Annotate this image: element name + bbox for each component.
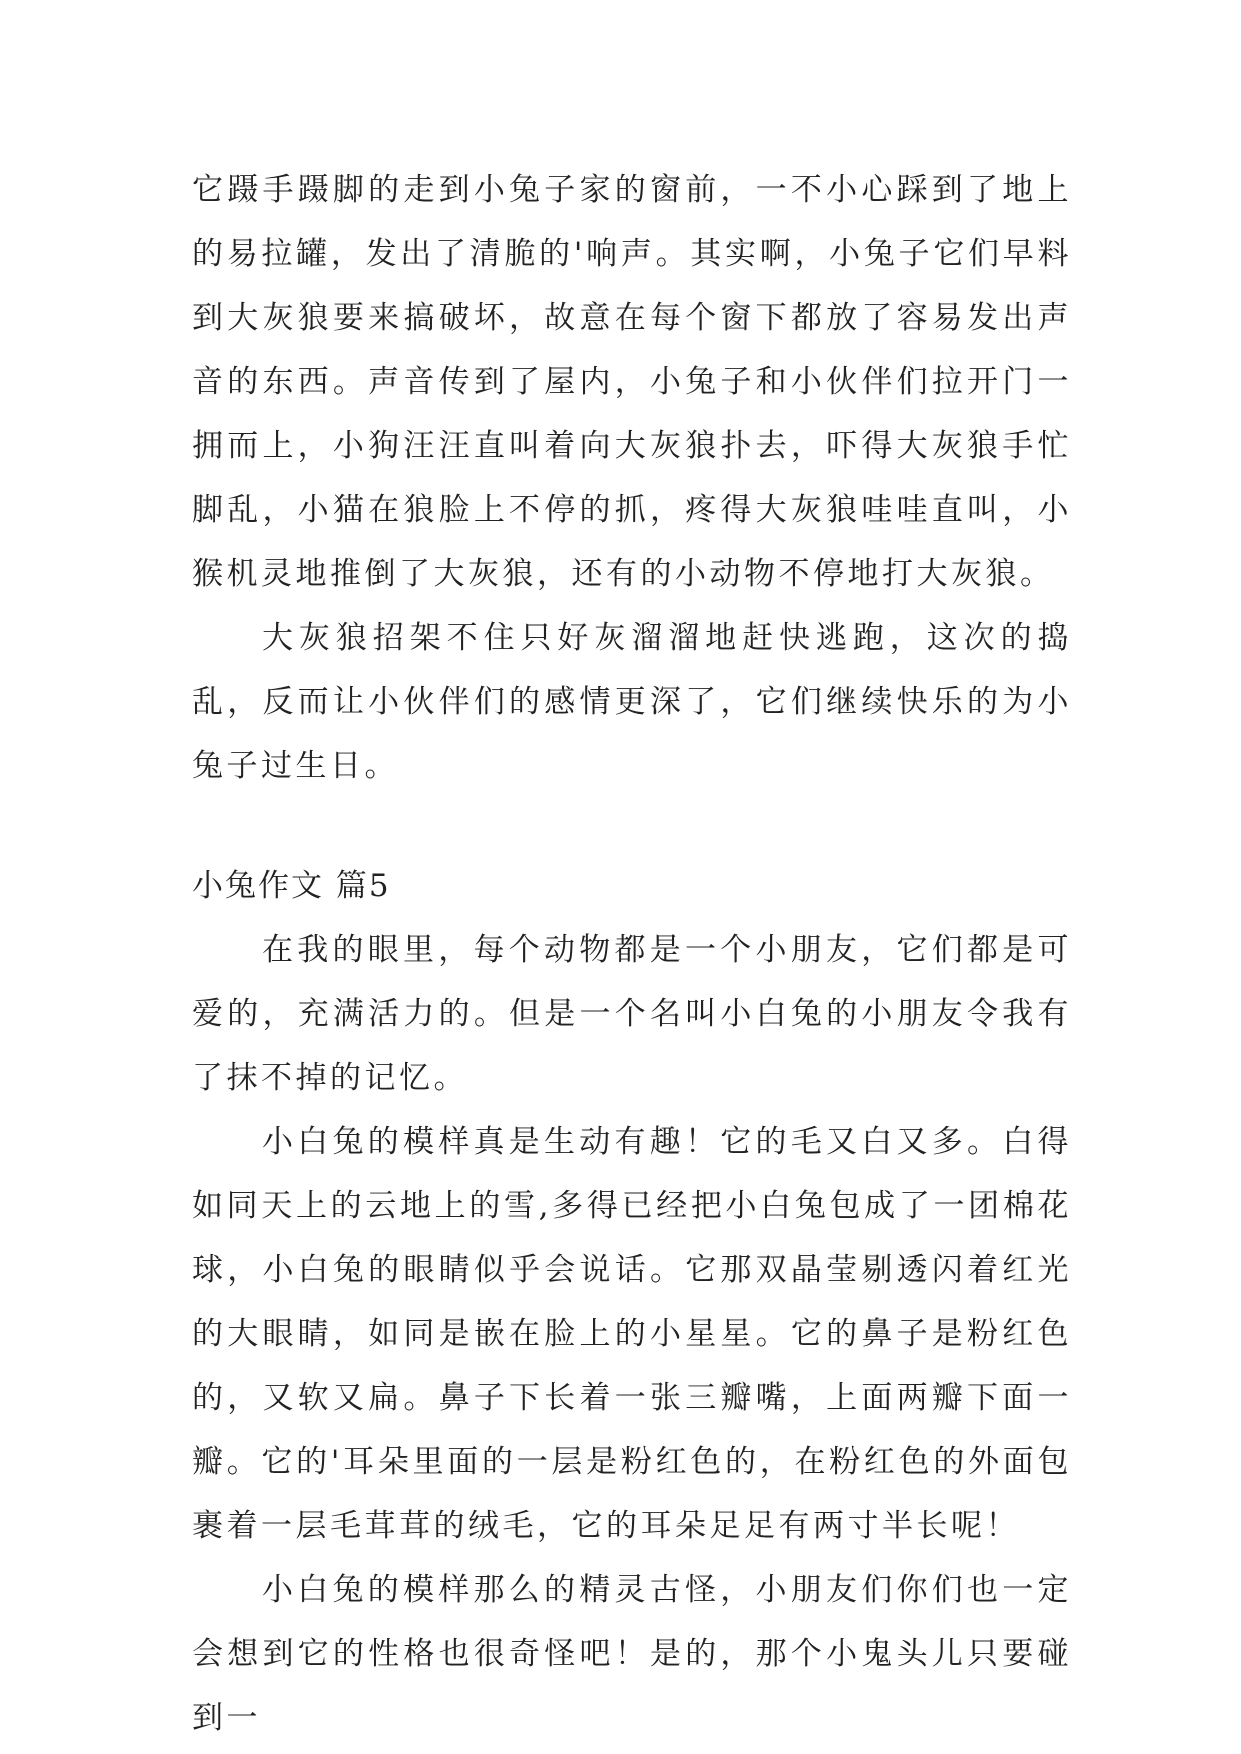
article-body <box>192 158 1072 1750</box>
paragraph-personality: 小白兔的模样那么的精灵古怪，小朋友们你们也一定会想到它的性格也很奇怪吧！是的，那个小鬼头儿只要碰到一 <box>192 1572 1072 1736</box>
section-heading: 小兔作文 篇5 <box>192 868 391 904</box>
paragraph-appearance: 小白兔的模样真是生动有趣！它的毛又白又多。白得如同天上的云地上的雪,多得已经把小白兔包成了一团棉花球，小白兔的眼睛似乎会说话。它那双晶莹剔透闪着红光的大眼睛，如同是嵌在脸上的小星星。它的鼻子是粉红色的，又软又扁。鼻子下长着一张三瓣嘴，上面两瓣下面一瓣。它的'耳朵里面的一层是粉红色的，在粉红色的外面包裹着一层毛茸茸的绒毛，它的耳朵足足有两寸半长呢！ <box>192 1124 1072 1544</box>
paragraph-wolf-attack: 它蹑手蹑脚的走到小兔子家的窗前，一不小心踩到了地上的易拉罐，发出了清脆的'响声。其实啊，小兔子它们早料到大灰狼要来搞破坏，故意在每个窗下都放了容易发出声音的东西。声音传到了屋内，小兔子和小伙伴们拉开门一拥而上，小狗汪汪直叫着向大灰狼扑去，吓得大灰狼手忙脚乱，小猫在狼脸上不停的抓，疼得大灰狼哇哇直叫，小猴机灵地推倒了大灰狼，还有的小动物不停地打大灰狼。 <box>192 172 1072 592</box>
paragraph-intro: 在我的眼里，每个动物都是一个小朋友，它们都是可爱的，充满活力的。但是一个名叫小白兔的小朋友令我有了抹不掉的记忆。 <box>192 932 1072 1096</box>
paragraph-wolf-escape: 大灰狼招架不住只好灰溜溜地赶快逃跑，这次的捣乱，反而让小伙伴们的感情更深了，它们继续快乐的为小兔子过生日。 <box>192 620 1072 784</box>
